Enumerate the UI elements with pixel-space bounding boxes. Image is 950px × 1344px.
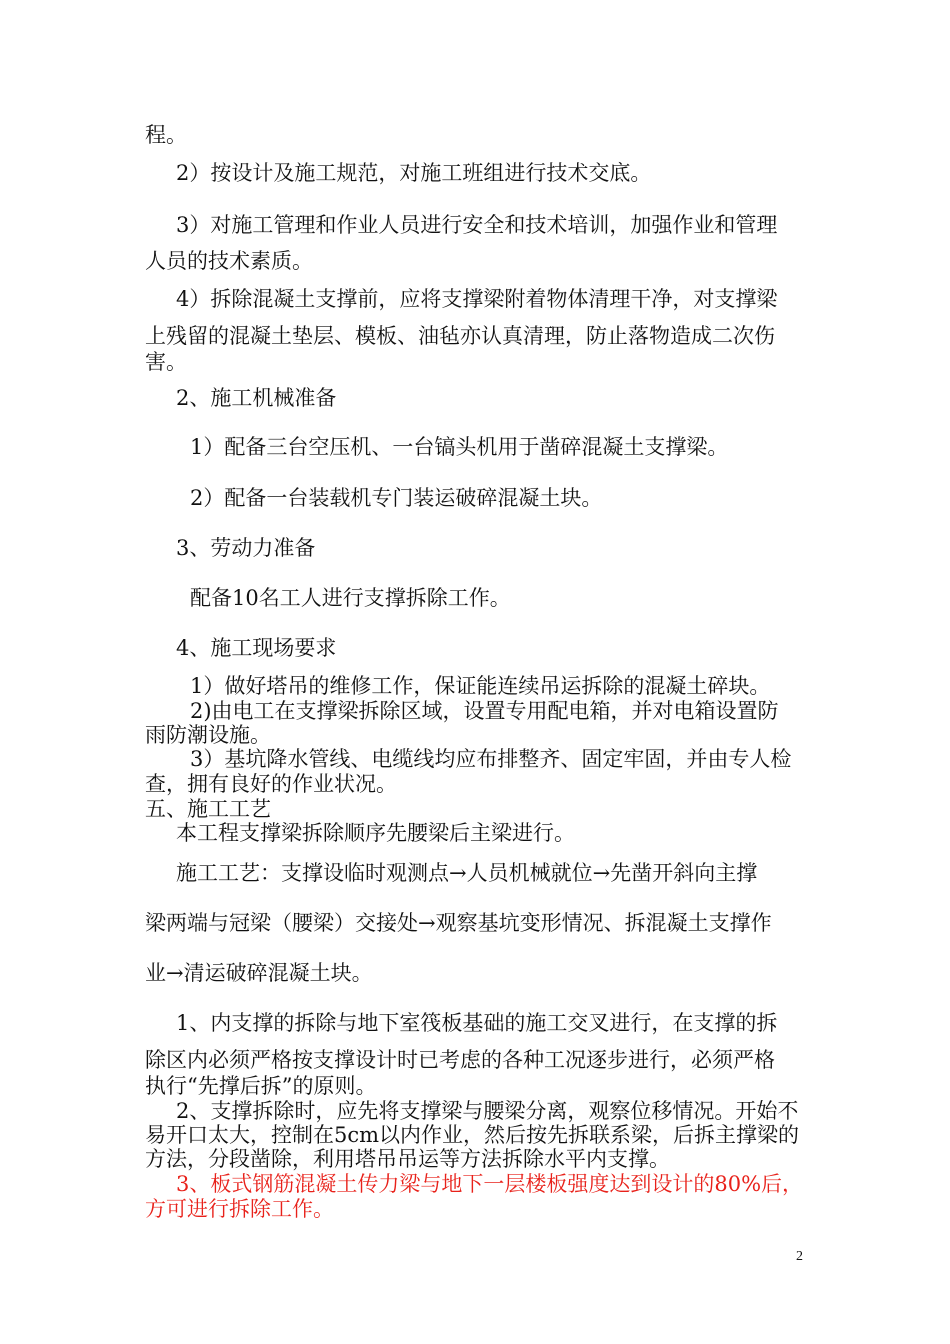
section-heading: 4、施工现场要求	[176, 636, 337, 660]
text-line: 方法，分段凿除，利用塔吊吊运等方法拆除水平内支撑。	[145, 1147, 670, 1171]
text-line: 2)由电工在支撑梁拆除区域，设置专用配电箱，并对电箱设置防	[190, 699, 779, 723]
text-line: 4）拆除混凝土支撑前，应将支撑梁附着物体清理干净，对支撑梁	[176, 287, 778, 311]
section-heading: 2、施工机械准备	[176, 386, 337, 410]
text-line: 施工工艺：支撑设临时观测点→人员机械就位→先凿开斜向主撑	[176, 861, 758, 885]
text-line: 3）对施工管理和作业人员进行安全和技术培训，加强作业和管理	[176, 213, 778, 237]
text-line: 配备10名工人进行支撑拆除工作。	[190, 586, 511, 610]
text-line: 本工程支撑梁拆除顺序先腰梁后主梁进行。	[176, 821, 575, 845]
text-line: 梁两端与冠梁（腰梁）交接处→观察基坑变形情况、拆混凝土支撑作	[145, 911, 772, 935]
highlighted-text-line: 方可进行拆除工作。	[145, 1197, 334, 1221]
section-heading: 3、劳动力准备	[176, 536, 316, 560]
text-line: 执行“先撑后拆”的原则。	[145, 1074, 377, 1098]
text-line: 2）按设计及施工规范，对施工班组进行技术交底。	[176, 161, 652, 185]
page-number: 2	[796, 1249, 803, 1264]
text-line: 易开口太大，控制在5cm以内作业，然后按先拆联系梁，后拆主撑梁的	[145, 1123, 800, 1147]
text-line: 2、支撑拆除时，应先将支撑梁与腰梁分离，观察位移情况。开始不	[176, 1099, 799, 1123]
text-line: 人员的技术素质。	[145, 249, 313, 273]
text-line: 程。	[145, 123, 187, 147]
text-line: 雨防潮设施。	[145, 723, 271, 747]
text-line: 2）配备一台装载机专门装运破碎混凝土块。	[190, 486, 603, 510]
text-line: 1）配备三台空压机、一台镐头机用于凿碎混凝土支撑梁。	[190, 435, 729, 459]
text-line: 业→清运破碎混凝土块。	[145, 961, 373, 985]
text-line: 查，拥有良好的作业状况。	[145, 772, 397, 796]
text-line: 3）基坑降水管线、电缆线均应布排整齐、固定牢固，并由专人检	[190, 747, 792, 771]
text-line: 1、内支撑的拆除与地下室筏板基础的施工交叉进行，在支撑的拆	[176, 1011, 778, 1035]
highlighted-text-line: 3、板式钢筋混凝土传力梁与地下一层楼板强度达到设计的80%后，	[176, 1172, 804, 1196]
section-heading: 五、施工工艺	[145, 797, 271, 821]
text-line: 1）做好塔吊的维修工作，保证能连续吊运拆除的混凝土碎块。	[190, 674, 771, 698]
text-line: 除区内必须严格按支撑设计时已考虑的各种工况逐步进行，必须严格	[145, 1048, 775, 1072]
text-line: 上残留的混凝土垫层、模板、油毡亦认真清理，防止落物造成二次伤	[145, 324, 775, 348]
text-line: 害。	[145, 350, 187, 374]
